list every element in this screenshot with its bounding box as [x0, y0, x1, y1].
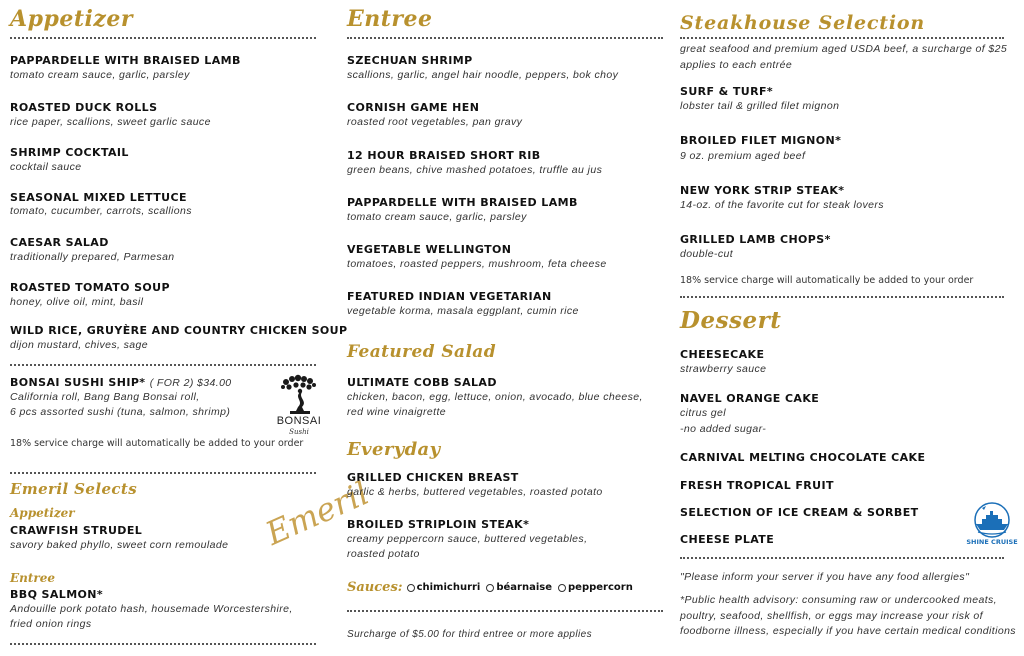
dessert-heading: Dessert [680, 307, 782, 334]
circle-icon [558, 584, 566, 592]
menu-item-desc: citrus gel [680, 407, 727, 419]
menu-item-name: CARNIVAL MELTING CHOCOLATE CAKE [680, 451, 926, 464]
menu-item-name: FEATURED INDIAN VEGETARIAN [347, 290, 552, 303]
menu-item-desc: chicken, bacon, egg, lettuce, onion, avocado, blue cheese, [347, 391, 643, 403]
menu-item-desc: 9 oz. premium aged beef [680, 150, 806, 162]
menu-item-name: BBQ SALMON* [10, 588, 104, 601]
bonsai-desc-line2: 6 pcs assorted sushi (tuna, salmon, shrimp) [10, 406, 231, 418]
menu-item-desc: Andouille pork potato hash, housemade Worcestershire, [10, 603, 293, 615]
divider [347, 610, 663, 612]
divider [680, 37, 1004, 39]
menu-item-desc: tomato cream sauce, garlic, parsley [10, 69, 190, 81]
menu-item-desc: double-cut [680, 248, 734, 260]
menu-item-name: SHRIMP COCKTAIL [10, 146, 129, 159]
divider [10, 364, 316, 366]
menu-item-name: SEASONAL MIXED LETTUCE [10, 191, 187, 204]
column-right [680, 0, 1016, 656]
menu-item-name: ROASTED DUCK ROLLS [10, 101, 158, 114]
menu-item-desc: cocktail sauce [10, 161, 82, 173]
emeril-appetizer-subheading: Appetizer [10, 506, 75, 520]
menu-item-name: BROILED FILET MIGNON* [680, 134, 842, 147]
menu-item-desc: creamy peppercorn sauce, buttered vegetables, [347, 533, 588, 545]
emeril-entree-subheading: Entree [10, 571, 56, 585]
menu-item-desc: 14-oz. of the favorite cut for steak lovers [680, 199, 884, 211]
menu-item-name: PAPPARDELLE WITH BRAISED LAMB [347, 196, 578, 209]
entree-heading: Entree [347, 6, 433, 32]
menu-item-desc: dijon mustard, chives, sage [10, 339, 149, 351]
divider [347, 37, 663, 39]
menu-item-name: SURF & TURF* [680, 85, 774, 98]
menu-item-name: ROASTED TOMATO SOUP [10, 281, 170, 294]
menu-item-name: CRAWFISH STRUDEL [10, 524, 143, 537]
featured-salad-heading: Featured Salad [347, 342, 497, 362]
bonsai-price: ( FOR 2) $34.00 [149, 377, 232, 389]
menu-item-desc: scallions, garlic, angel hair noodle, peppers, bok choy [347, 69, 619, 81]
bonsai-logo-text: BONSAI [276, 415, 322, 427]
menu-item-name: CHEESE PLATE [680, 533, 775, 546]
steakhouse-intro: applies to each entrée [680, 59, 793, 71]
menu-item-desc: tomato, cucumber, carrots, scallions [10, 205, 192, 217]
bonsai-tree-icon [276, 374, 322, 416]
menu-item-name: SELECTION OF ICE CREAM & SORBET [680, 506, 919, 519]
health-advisory: *Public health advisory: consuming raw or undercooked meats, [680, 594, 997, 606]
menu-item-name: SZECHUAN SHRIMP [347, 54, 473, 67]
column-middle [347, 0, 669, 656]
menu-item-name: WILD RICE, GRUYÈRE AND COUNTRY CHICKEN SOUP [10, 324, 348, 337]
health-advisory: foodborne illness, especially if you have certain medical conditions [680, 625, 1016, 637]
steakhouse-intro: great seafood and premium aged USDA beef, a surcharge of $25 [680, 43, 1008, 55]
menu-item-desc: -no added sugar- [680, 423, 767, 435]
column-left [10, 0, 375, 656]
appetizer-heading: Appetizer [10, 6, 133, 32]
menu-item-desc: fried onion rings [10, 618, 92, 630]
menu-item-desc: strawberry sauce [680, 363, 767, 375]
menu-item-desc: traditionally prepared, Parmesan [10, 251, 175, 263]
divider [680, 557, 1004, 559]
menu-item-desc: lobster tail & grilled filet mignon [680, 100, 840, 112]
menu-item-name: GRILLED CHICKEN BREAST [347, 471, 519, 484]
allergy-note: "Please inform your server if you have any food allergies" [680, 571, 970, 583]
sauce-option: peppercorn [558, 582, 633, 593]
sauces-label: Sauces: [347, 580, 403, 595]
divider [680, 296, 1004, 298]
shine-cruise-logo [968, 500, 1016, 550]
menu-item-desc: red wine vinaigrette [347, 406, 447, 418]
menu-item-name: NEW YORK STRIP STEAK* [680, 184, 845, 197]
menu-item-desc: roasted root vegetables, pan gravy [347, 116, 523, 128]
sauce-option: chimichurri [407, 582, 481, 593]
emeril-signature-logo: Emeril [260, 473, 375, 553]
menu-item-desc: roasted potato [347, 548, 420, 560]
menu-item-name: CORNISH GAME HEN [347, 101, 480, 114]
menu-item-desc: rice paper, scallions, sweet garlic sauce [10, 116, 211, 128]
steakhouse-heading: Steakhouse Selection [680, 12, 925, 34]
menu-item-name: ULTIMATE COBB SALAD [347, 376, 497, 389]
bonsai-name: BONSAI SUSHI SHIP* [10, 376, 146, 389]
menu-item-name: PAPPARDELLE WITH BRAISED LAMB [10, 54, 241, 67]
menu-item-name: VEGETABLE WELLINGTON [347, 243, 512, 256]
sauces-row [347, 580, 639, 595]
bonsai-logo-sub: Sushi [289, 428, 309, 436]
menu-item-name: 12 HOUR BRAISED SHORT RIB [347, 149, 541, 162]
menu-item-desc: tomatoes, roasted peppers, mushroom, feta cheese [347, 258, 607, 270]
bonsai-logo [276, 374, 322, 440]
menu-item-name: BROILED STRIPLOIN STEAK* [347, 518, 530, 531]
shine-cruise-logo-text: SHINE CRUISE [966, 538, 1018, 546]
circle-icon [486, 584, 494, 592]
circle-icon [407, 584, 415, 592]
bonsai-desc-line1: California roll, Bang Bang Bonsai roll, [10, 391, 200, 403]
menu-item-desc: vegetable korma, masala eggplant, cumin rice [347, 305, 579, 317]
cruise-ship-icon [968, 500, 1016, 538]
menu-item-name: FRESH TROPICAL FRUIT [680, 479, 834, 492]
emeril-selects-heading: Emeril Selects [10, 480, 138, 498]
service-charge-note: 18% service charge will automatically be added to your order [10, 438, 304, 449]
menu-item-name: GRILLED LAMB CHOPS* [680, 233, 831, 246]
menu-item-desc: green beans, chive mashed potatoes, truffle au jus [347, 164, 603, 176]
menu-item-name: CHEESECAKE [680, 348, 765, 361]
menu-item-name: NAVEL ORANGE CAKE [680, 392, 820, 405]
divider [10, 37, 316, 39]
menu-item-desc: savory baked phyllo, sweet corn remoulade [10, 539, 229, 551]
menu-item-desc: garlic & herbs, buttered vegetables, roasted potato [347, 486, 603, 498]
bonsai-item-name [10, 376, 232, 389]
sauce-option: béarnaise [486, 582, 552, 593]
surcharge-note: Surcharge of $5.00 for third entree or more applies [347, 629, 592, 640]
menu-item-desc: honey, olive oil, mint, basil [10, 296, 144, 308]
health-advisory: poultry, seafood, shellfish, or eggs may increase your risk of [680, 610, 983, 622]
everyday-heading: Everyday [347, 439, 441, 460]
divider [10, 472, 316, 474]
divider [10, 643, 316, 645]
service-charge-note: 18% service charge will automatically be added to your order [680, 275, 974, 286]
menu-item-name: CAESAR SALAD [10, 236, 109, 249]
menu-item-desc: tomato cream sauce, garlic, parsley [347, 211, 527, 223]
